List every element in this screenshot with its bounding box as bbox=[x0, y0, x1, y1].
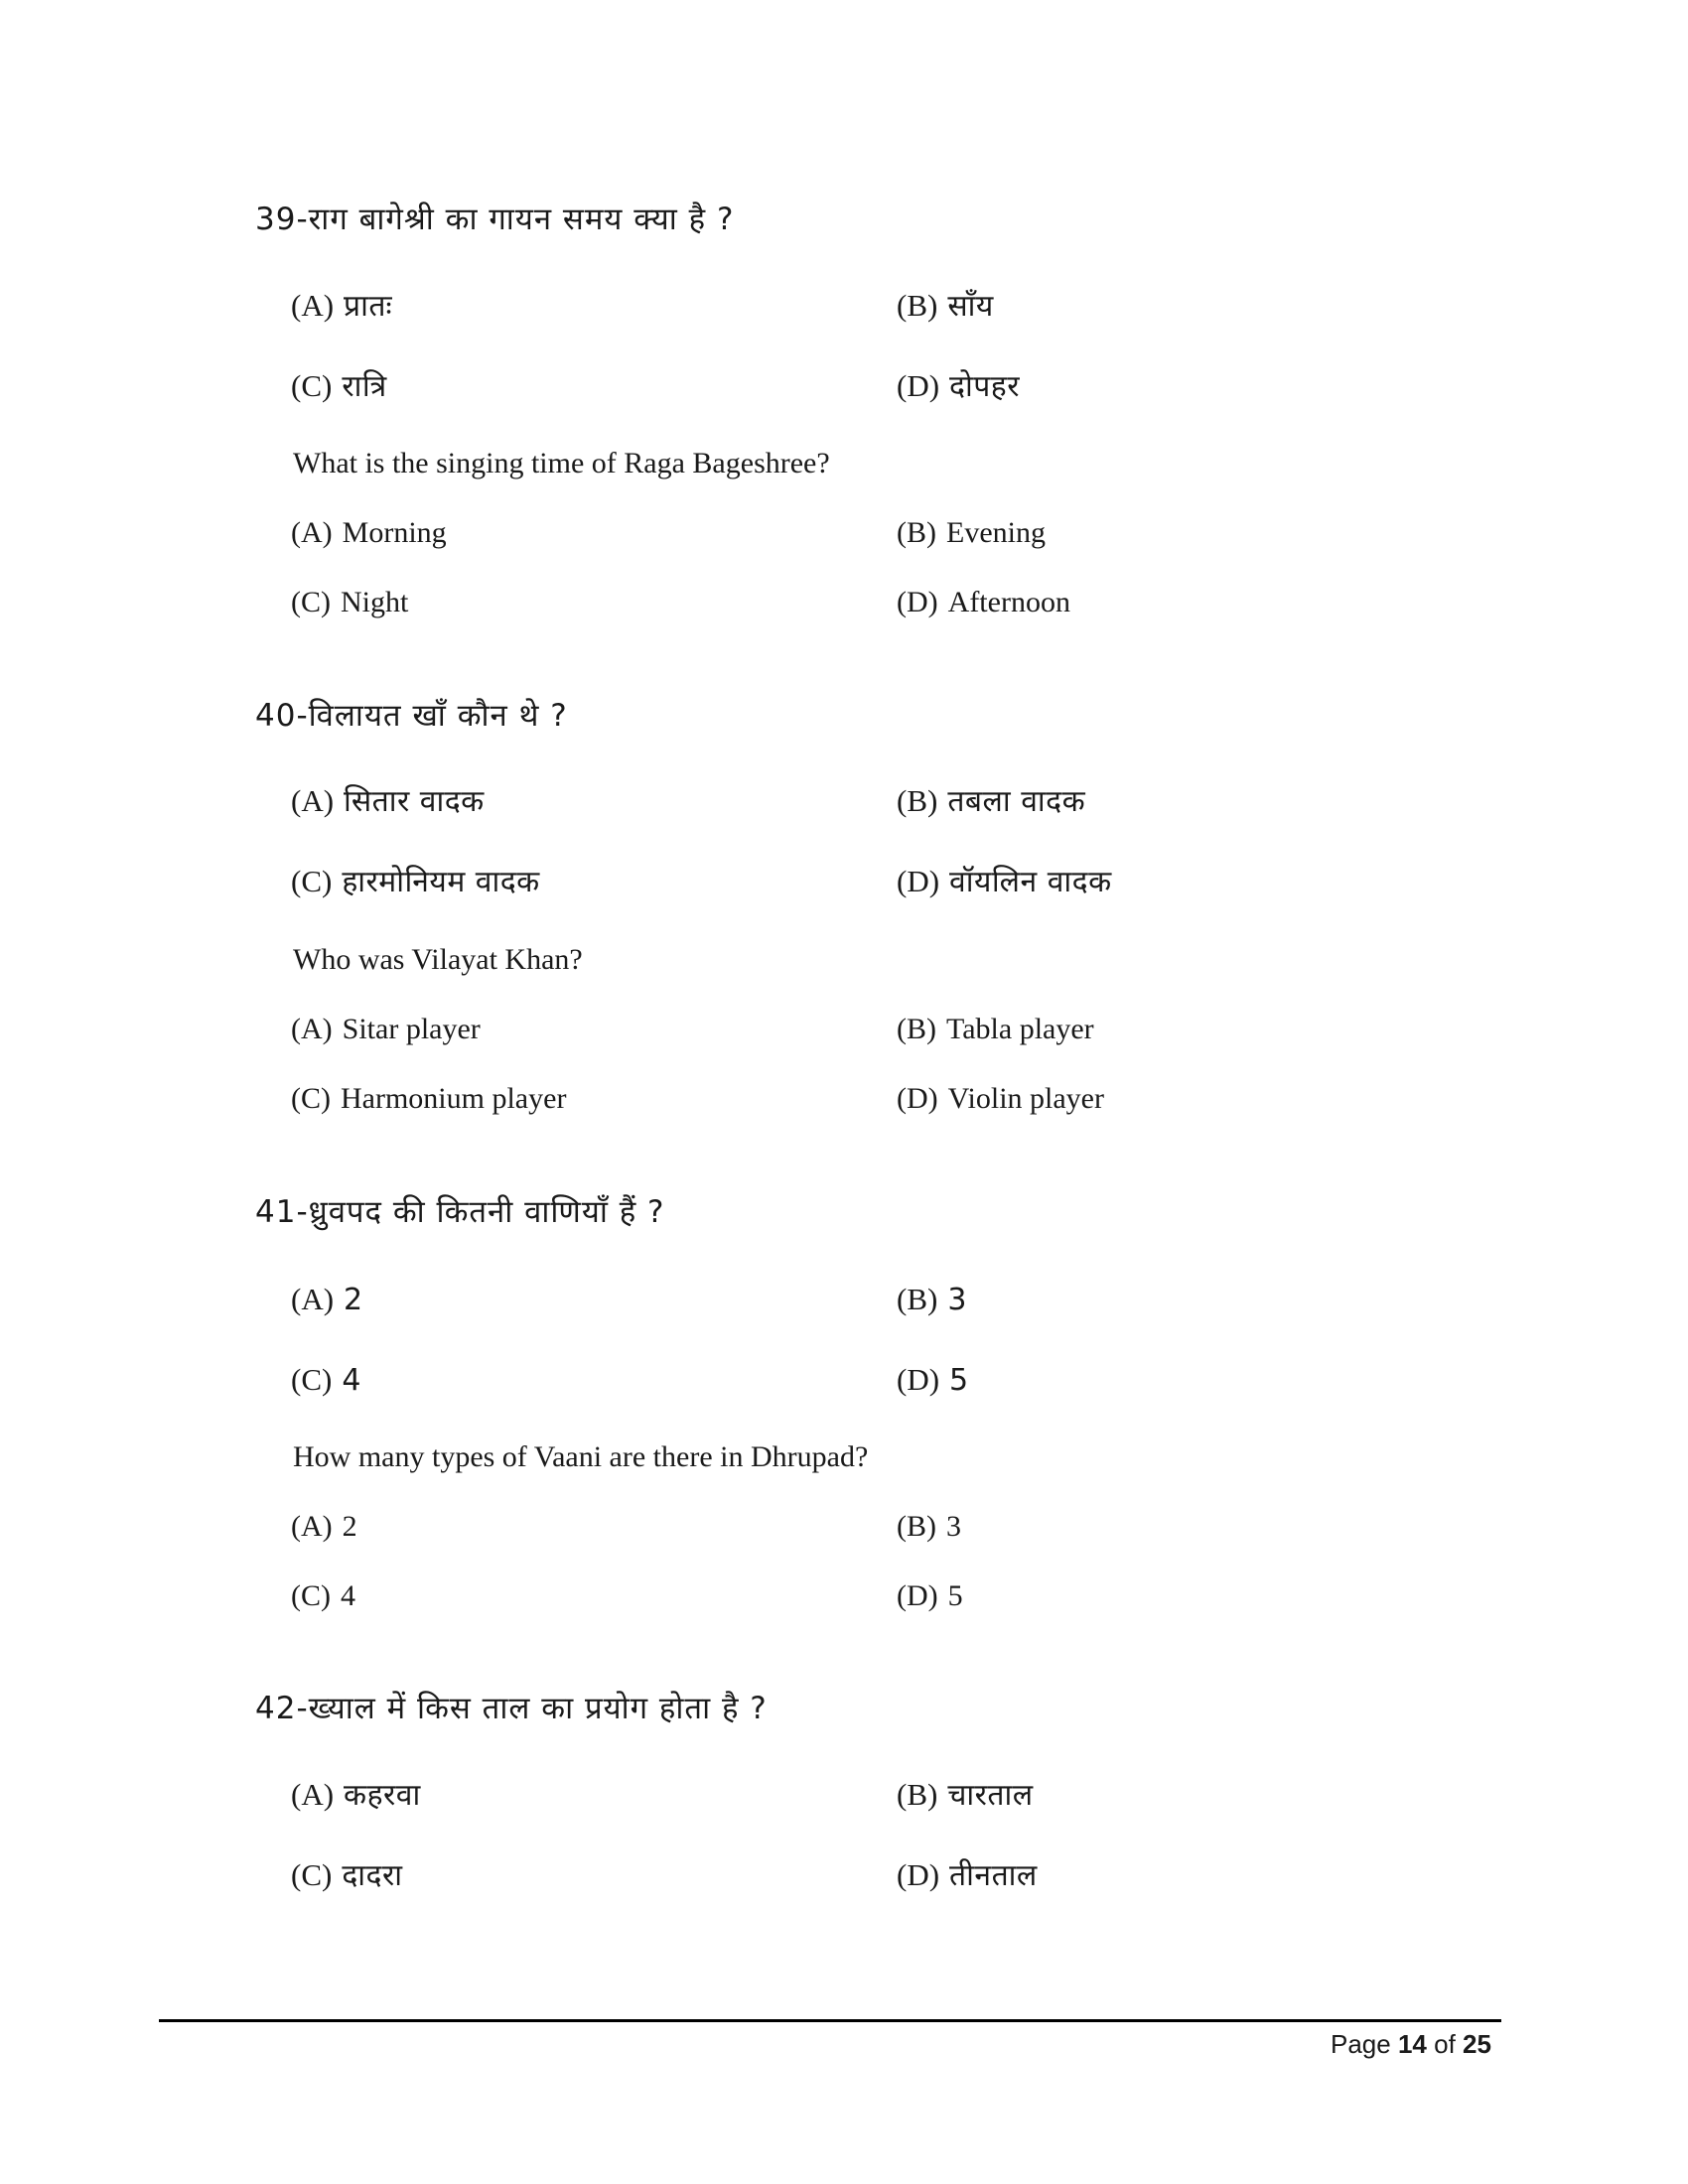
option-label: (B) bbox=[897, 1777, 938, 1812]
of-word: of bbox=[1434, 2029, 1456, 2059]
option-text: 4 bbox=[341, 1579, 355, 1612]
option-label: (C) bbox=[291, 864, 333, 898]
option-text: 5 bbox=[947, 1579, 963, 1612]
option-label: (D) bbox=[897, 1362, 940, 1397]
option-label: (B) bbox=[897, 1282, 938, 1316]
q40-hindi-option-d bbox=[897, 866, 1112, 897]
option-label: (C) bbox=[291, 1082, 331, 1115]
q40-hindi-option-c bbox=[291, 866, 540, 897]
option-label: (C) bbox=[291, 1857, 333, 1892]
option-text: Morning bbox=[342, 516, 447, 549]
option-label: (A) bbox=[291, 516, 333, 549]
option-label: (A) bbox=[291, 1282, 335, 1316]
option-text: 5 bbox=[949, 1363, 969, 1398]
q41-english-option-b bbox=[897, 1512, 961, 1542]
option-label: (D) bbox=[897, 864, 940, 898]
question-39-english: What is the singing time of Raga Bageshree? bbox=[293, 447, 830, 479]
option-label: (B) bbox=[897, 288, 938, 323]
option-label: (A) bbox=[291, 1013, 333, 1045]
option-label: (A) bbox=[291, 1510, 333, 1543]
option-label: (B) bbox=[897, 783, 938, 818]
q40-english-option-c bbox=[291, 1084, 566, 1114]
option-label: (D) bbox=[897, 586, 938, 618]
q39-english-option-d bbox=[897, 588, 1070, 617]
question-41-english: How many types of Vaani are there in Dhrupad? bbox=[293, 1440, 869, 1473]
option-text: तबला वादक bbox=[947, 784, 1086, 819]
question-39-hindi: 39-राग बागेश्री का गायन समय क्या है ? bbox=[255, 202, 735, 237]
option-text: 3 bbox=[946, 1510, 961, 1543]
q40-english-option-d bbox=[897, 1084, 1104, 1114]
option-text: हारमोनियम वादक bbox=[342, 865, 540, 899]
q39-english-option-b bbox=[897, 518, 1046, 548]
option-label: (C) bbox=[291, 1579, 331, 1612]
q41-english-option-c bbox=[291, 1581, 355, 1611]
q41-hindi-option-d bbox=[897, 1364, 969, 1396]
q41-english-option-d bbox=[897, 1581, 963, 1611]
q39-english-option-a bbox=[291, 518, 447, 548]
option-text: Night bbox=[341, 586, 409, 618]
q42-hindi-option-b bbox=[897, 1779, 1034, 1811]
option-text: Sitar player bbox=[342, 1013, 481, 1045]
q39-hindi-option-b bbox=[897, 290, 994, 322]
total-pages: 25 bbox=[1463, 2029, 1491, 2059]
q41-hindi-option-c bbox=[291, 1364, 361, 1396]
q39-english-option-c bbox=[291, 588, 408, 617]
option-text: 4 bbox=[342, 1363, 361, 1398]
option-label: (B) bbox=[897, 1013, 936, 1045]
q39-hindi-option-a bbox=[291, 290, 392, 322]
option-label: (C) bbox=[291, 586, 331, 618]
option-label: (C) bbox=[291, 368, 333, 403]
page-word: Page bbox=[1331, 2029, 1391, 2059]
q42-hindi-option-d bbox=[897, 1859, 1038, 1891]
option-text: Harmonium player bbox=[341, 1082, 567, 1115]
option-text: वॉयलिन वादक bbox=[949, 865, 1112, 899]
option-text: दोपहर bbox=[949, 369, 1020, 404]
option-label: (D) bbox=[897, 1579, 938, 1612]
option-text: Evening bbox=[946, 516, 1046, 549]
option-label: (D) bbox=[897, 1857, 940, 1892]
option-label: (D) bbox=[897, 1082, 938, 1115]
q41-hindi-option-b bbox=[897, 1284, 967, 1315]
question-40-hindi: 40-विलायत खाँ कौन थे ? bbox=[255, 698, 568, 734]
option-text: Afternoon bbox=[947, 586, 1070, 618]
option-label: (A) bbox=[291, 288, 335, 323]
q41-hindi-option-a bbox=[291, 1284, 363, 1315]
question-42-hindi: 42-ख्याल में किस ताल का प्रयोग होता है ? bbox=[255, 1691, 768, 1726]
footer-divider bbox=[159, 2019, 1501, 2022]
option-text: रात्रि bbox=[342, 369, 387, 404]
q42-hindi-option-c bbox=[291, 1859, 403, 1891]
option-text: 3 bbox=[947, 1283, 967, 1317]
question-40-english: Who was Vilayat Khan? bbox=[293, 943, 583, 976]
option-text: 2 bbox=[342, 1510, 357, 1543]
q40-english-option-b bbox=[897, 1015, 1094, 1044]
option-text: दादरा bbox=[342, 1858, 403, 1893]
option-text: सितार वादक bbox=[344, 784, 485, 819]
option-label: (B) bbox=[897, 516, 936, 549]
option-label: (D) bbox=[897, 368, 940, 403]
option-label: (A) bbox=[291, 783, 335, 818]
page-footer bbox=[1331, 2031, 1491, 2057]
option-label: (C) bbox=[291, 1362, 333, 1397]
option-text: साँय bbox=[947, 289, 994, 324]
option-text: Tabla player bbox=[946, 1013, 1094, 1045]
q39-hindi-option-c bbox=[291, 370, 387, 402]
question-41-hindi: 41-ध्रुवपद की कितनी वाणियाँ हैं ? bbox=[255, 1194, 665, 1230]
option-text: कहरवा bbox=[344, 1778, 421, 1813]
q41-english-option-a bbox=[291, 1512, 357, 1542]
option-label: (A) bbox=[291, 1777, 335, 1812]
q39-hindi-option-d bbox=[897, 370, 1020, 402]
option-text: तीनताल bbox=[949, 1858, 1038, 1893]
q40-hindi-option-a bbox=[291, 785, 485, 817]
q42-hindi-option-a bbox=[291, 1779, 421, 1811]
option-label: (B) bbox=[897, 1510, 936, 1543]
page-number: 14 bbox=[1397, 2029, 1427, 2059]
option-text: चारताल bbox=[947, 1778, 1034, 1813]
q40-english-option-a bbox=[291, 1015, 481, 1044]
option-text: Violin player bbox=[947, 1082, 1104, 1115]
option-text: 2 bbox=[344, 1283, 363, 1317]
q40-hindi-option-b bbox=[897, 785, 1085, 817]
option-text: प्रातः bbox=[344, 289, 393, 324]
